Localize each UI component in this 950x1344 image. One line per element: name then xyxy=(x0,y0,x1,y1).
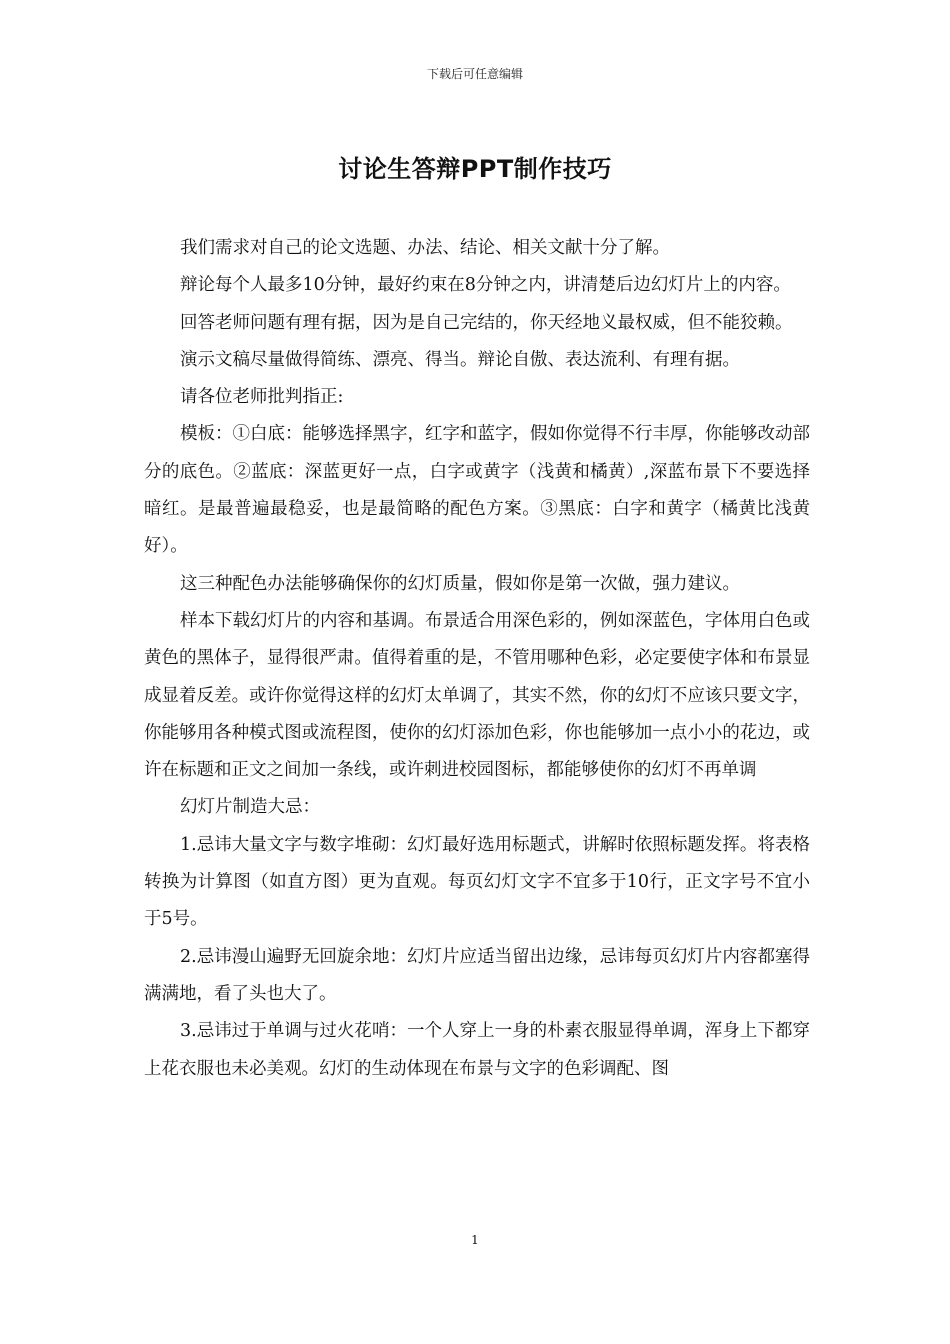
paragraph: 2.忌讳漫山遍野无回旋余地：幻灯片应适当留出边缘，忌讳每页幻灯片内容都塞得满满地，看了头也大了。 xyxy=(144,946,810,1004)
paragraph: 我们需求对自己的论文选题、办法、结论、相关文献十分了解。 xyxy=(180,238,670,258)
paragraph: 辩论每个人最多10分钟，最好约束在8分钟之内，讲清楚后边幻灯片上的内容。 xyxy=(180,275,791,296)
paragraph: 1.忌讳大量文字与数字堆砌：幻灯最好选用标题式，讲解时依照标题发挥。将表格转换为计算图（如直方图）更为直观。每页幻灯文字不宜多于10行，正文字号不宜小于5号。 xyxy=(144,834,810,930)
paragraph: 演示文稿尽量做得简练、漂亮、得当。辩论自傲、表达流利、有理有据。 xyxy=(180,349,740,370)
paragraph: 这三种配色办法能够确保你的幻灯质量，假如你是第一次做，强力建议。 xyxy=(180,573,740,594)
document-title: 讨论生答辩PPT制作技巧 xyxy=(338,155,612,183)
paragraph: 幻灯片制造大忌： xyxy=(180,797,320,818)
paragraph: 模板：①白底：能够选择黑字，红字和蓝字，假如你觉得不行丰厚，你能够改动部分的底色。②蓝底：深蓝更好一点，白字或黄字（浅黄和橘黄）,深蓝布景下不要选择暗红。是最普遍最稳妥，也是最简略的配色方案。③黑底：白字和黄字（橘黄比浅黄好）。 xyxy=(144,424,810,557)
paragraph: 3.忌讳过于单调与过火花哨：一个人穿上一身的朴素衣服显得单调，浑身上下都穿上花衣服也未必美观。幻灯的生动体现在布景与文字的色彩调配、图 xyxy=(144,1021,810,1079)
page-number: 1 xyxy=(471,1233,479,1247)
paragraph: 回答老师问题有理有据，因为是自己完结的，你天经地义最权威，但不能狡赖。 xyxy=(180,312,793,333)
paragraph: 样本下载幻灯片的内容和基调。布景适合用深色彩的，例如深蓝色，字体用白色或黄色的黑体子，显得很严肃。值得着重的是，不管用哪种色彩，必定要使字体和布景显成显着反差。或许你觉得这样的幻灯太单调了，其实不然，你的幻灯不应该只要文字，你能够用各种模式图或流程图，使你的幻灯添加色彩，你也能够加一点小小的花边，或许在标题和正文之间加一条线，或许刺进校园图标，都能够使你的幻灯不再单调 xyxy=(144,610,810,781)
paragraph: 请各位老师批判指正: xyxy=(180,387,344,408)
document-body xyxy=(144,230,810,1088)
header-note: 下载后可任意编辑 xyxy=(426,67,523,81)
